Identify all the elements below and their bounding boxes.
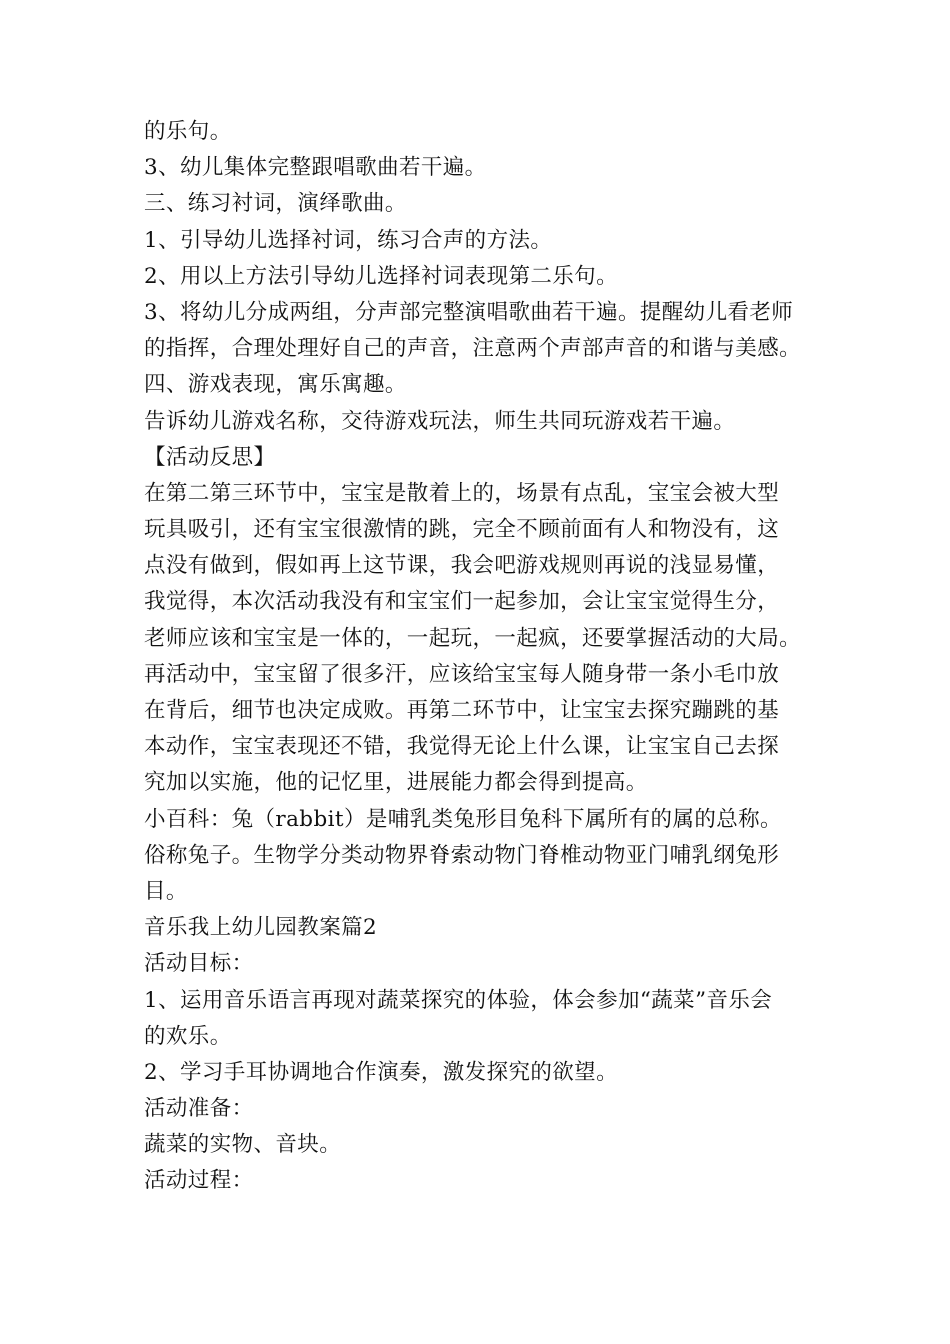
text-line: 究加以实施，他的记忆里，进展能力都会得到提高。 (144, 770, 648, 796)
text-line: 2、用以上方法引导幼儿选择衬词表现第二乐句。 (144, 263, 618, 289)
text-line: 的乐句。 (144, 119, 232, 144)
section-heading: 三、练习衬词，演绎歌曲。 (144, 191, 407, 217)
section-heading: 活动过程： (144, 1168, 254, 1194)
text-line: 在背后，细节也决定成败。再第二环节中，让宝宝去探究蹦跳的基 (144, 698, 780, 723)
section-heading: 四、游戏表现，寓乐寓趣。 (144, 372, 407, 398)
text-line: 2、学习手耳协调地合作演奏，激发探究的欲望。 (144, 1059, 618, 1085)
text-line: 目。 (144, 878, 188, 904)
text-line: 1、引导幼儿选择衬词，练习合声的方法。 (144, 227, 553, 253)
text-line: 玩具吸引，还有宝宝很激情的跳，完全不顾前面有人和物没有，这 (144, 517, 780, 543)
text-line: 的指挥，合理处理好自己的声音，注意两个声部声音的和谐与美感。 (144, 336, 802, 362)
text-line: 我觉得，本次活动我没有和宝宝们一起参加，会让宝宝觉得生分， (144, 589, 780, 615)
text-line: 老师应该和宝宝是一体的，一起玩，一起疯，还要掌握活动的大局。 (144, 625, 802, 651)
section-heading: 【活动反思】 (144, 444, 276, 470)
section-heading: 活动准备： (144, 1096, 254, 1122)
text-line: 小百科：兔（rabbit）是哺乳类兔形目兔科下属所有的属的总称。 (144, 806, 782, 832)
text-line: 告诉幼儿游戏名称，交待游戏玩法，师生共同玩游戏若干遍。 (144, 408, 736, 434)
text-line: 的欢乐。 (144, 1023, 232, 1049)
text-line: 本动作，宝宝表现还不错，我觉得无论上什么课，让宝宝自己去探 (144, 734, 780, 760)
section-heading: 活动目标： (144, 951, 254, 977)
section-heading: 音乐我上幼儿园教案篇2 (144, 915, 378, 941)
text-line: 3、幼儿集体完整跟唱歌曲若干遍。 (144, 155, 487, 181)
document-body (144, 114, 834, 1200)
text-line: 蔬菜的实物、音块。 (144, 1132, 342, 1158)
text-line: 再活动中，宝宝留了很多汗，应该给宝宝每人随身带一条小毛巾放 (144, 661, 780, 687)
text-line: 1、运用音乐语言再现对蔬菜探究的体验，体会参加“蔬菜”音乐会 (144, 987, 773, 1013)
text-line: 3、将幼儿分成两组，分声部完整演唱歌曲若干遍。提醒幼儿看老师 (144, 299, 794, 325)
text-line: 俗称兔子。生物学分类动物界脊索动物门脊椎动物亚门哺乳纲兔形 (144, 842, 780, 868)
text-line: 在第二第三环节中，宝宝是散着上的，场景有点乱，宝宝会被大型 (144, 480, 780, 506)
text-line: 点没有做到，假如再上这节课，我会吧游戏规则再说的浅显易懂， (144, 553, 780, 579)
